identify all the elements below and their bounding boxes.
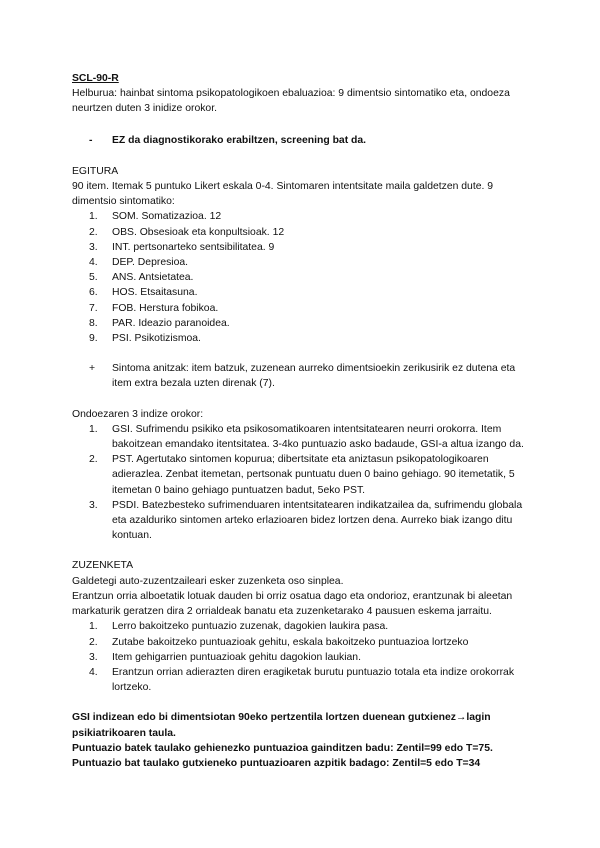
list-item: 3. INT. pertsonarteko sentsibilitatea. 9 (89, 241, 275, 253)
indices-list (72, 422, 532, 544)
list-item: 1. GSI. Sufrimendu psikiko eta psikosomatikoaren intentsitatearen neurri orokorra. Item bakoitzean emandako itentsitatea. 3-4ko puntuazio asko badaude, GSI-a altua izango da. (89, 423, 524, 451)
dimension-list (72, 209, 532, 346)
document-title: SCL-90-R (72, 73, 119, 84)
conclusion-line-1: GSI indizean edo bi dimentsiotan 90eko pertzentila lortzen duenean gutxienez→lagin psikiatrikoaren taula. (72, 712, 491, 739)
conclusion-line-3: Puntuazio bat taulako gutxieneko puntuazioaren azpitik badago: Zentil=5 edo T=34 (72, 757, 481, 769)
correction-line-1: Galdetegi auto-zuzentzaileari esker zuzenketa oso sinplea. (72, 575, 344, 587)
list-item: 9. PSI. Psikotizismoa. (89, 333, 201, 345)
dash-bullet: - (89, 134, 93, 146)
structure-heading: EGITURA (72, 165, 119, 177)
screening-note (89, 133, 532, 148)
list-item: 3. Item gehigarrien puntuazioak gehitu dagokion laukian. (89, 651, 361, 663)
list-item: 2. PST. Agertutako sintomen kopurua; dibertsitate eta aniztasun psikopatologikoaren adierazlea. Zenbat itemetan, pertsonak puntuatu duen 0 baino gehiago. 90 itemetatik, 5 itemetan 0 baino gehiago puntuatzen badut, 5eko PST. (89, 454, 515, 496)
list-item: 2. Zutabe bakoitzeko puntuazioak gehitu, eskala bakoitzeko puntuazioa lortzeko (89, 636, 469, 648)
extra-items-note (89, 361, 532, 391)
plus-bullet: + (89, 363, 96, 375)
list-item: 8. PAR. Ideazio paranoidea. (89, 317, 230, 329)
conclusion-line-2: Puntuazio batek taulako gehienezko puntuazioa gainditzen badu: Zentil=99 edo T=75. (72, 742, 493, 754)
correction-steps (72, 619, 532, 695)
list-item: 1. SOM. Somatizazioa. 12 (89, 211, 222, 223)
correction-line-2: Erantzun orria alboetatik lotuak dauden bi orriz osatua dago eta ondorioz, erantzunak bi aleetan markaturik geratzen dira 2 orrialdeak banatu eta zuzenketarako 4 pausuen eskema jarraitu. (72, 590, 513, 618)
screening-note-text: EZ da diagnostikorako erabiltzen, screening bat da. (112, 134, 367, 146)
list-item: 7. FOB. Herstura fobikoa. (89, 302, 219, 314)
list-item: 6. HOS. Etsaitasuna. (89, 287, 198, 299)
list-item: 1. Lerro bakoitzeko puntuazio zuzenak, dagokien laukira pasa. (89, 621, 389, 633)
structure-intro: 90 item. Itemak 5 puntuko Likert eskala 0-4. Sintomaren intentsitate maila galdetzen dute. 9 dimentsio sintomatiko: (72, 181, 494, 208)
indices-heading: Ondoezaren 3 indize orokor: (72, 408, 204, 420)
list-item: 4. DEP. Depresioa. (89, 257, 189, 269)
correction-heading: ZUZENKETA (72, 560, 133, 572)
list-item: 2. OBS. Obsesioak eta konpultsioak. 12 (89, 226, 285, 238)
document-body (72, 71, 532, 771)
list-item: 5. ANS. Antsietatea. (89, 272, 194, 284)
list-item: 3. PSDI. Batezbesteko sufrimenduaren intentsitatearen indikatzailea da, sufrimendu globala eta azalduriko sintomen arteko erlazioaren bidez lortzen dena. Aurreko biak izango ditu kontuan. (89, 499, 523, 542)
purpose-text: Helburua: hainbat sintoma psikopatologikoen ebaluazioa: 9 dimentsio sintomatiko eta, ondoeza neurtzen duten 3 inidize orokor. (72, 88, 510, 115)
list-item: 4. Erantzun orrian adierazten diren eragiketak burutu puntuazio totala eta indize orokorrak lortzeko. (89, 666, 515, 694)
extra-items-text: Sintoma anitzak: item batzuk, zuzenean aurreko dimentsioekin zerikusirik ez dutena eta item extra bezala uzten direnak (7). (112, 363, 516, 390)
